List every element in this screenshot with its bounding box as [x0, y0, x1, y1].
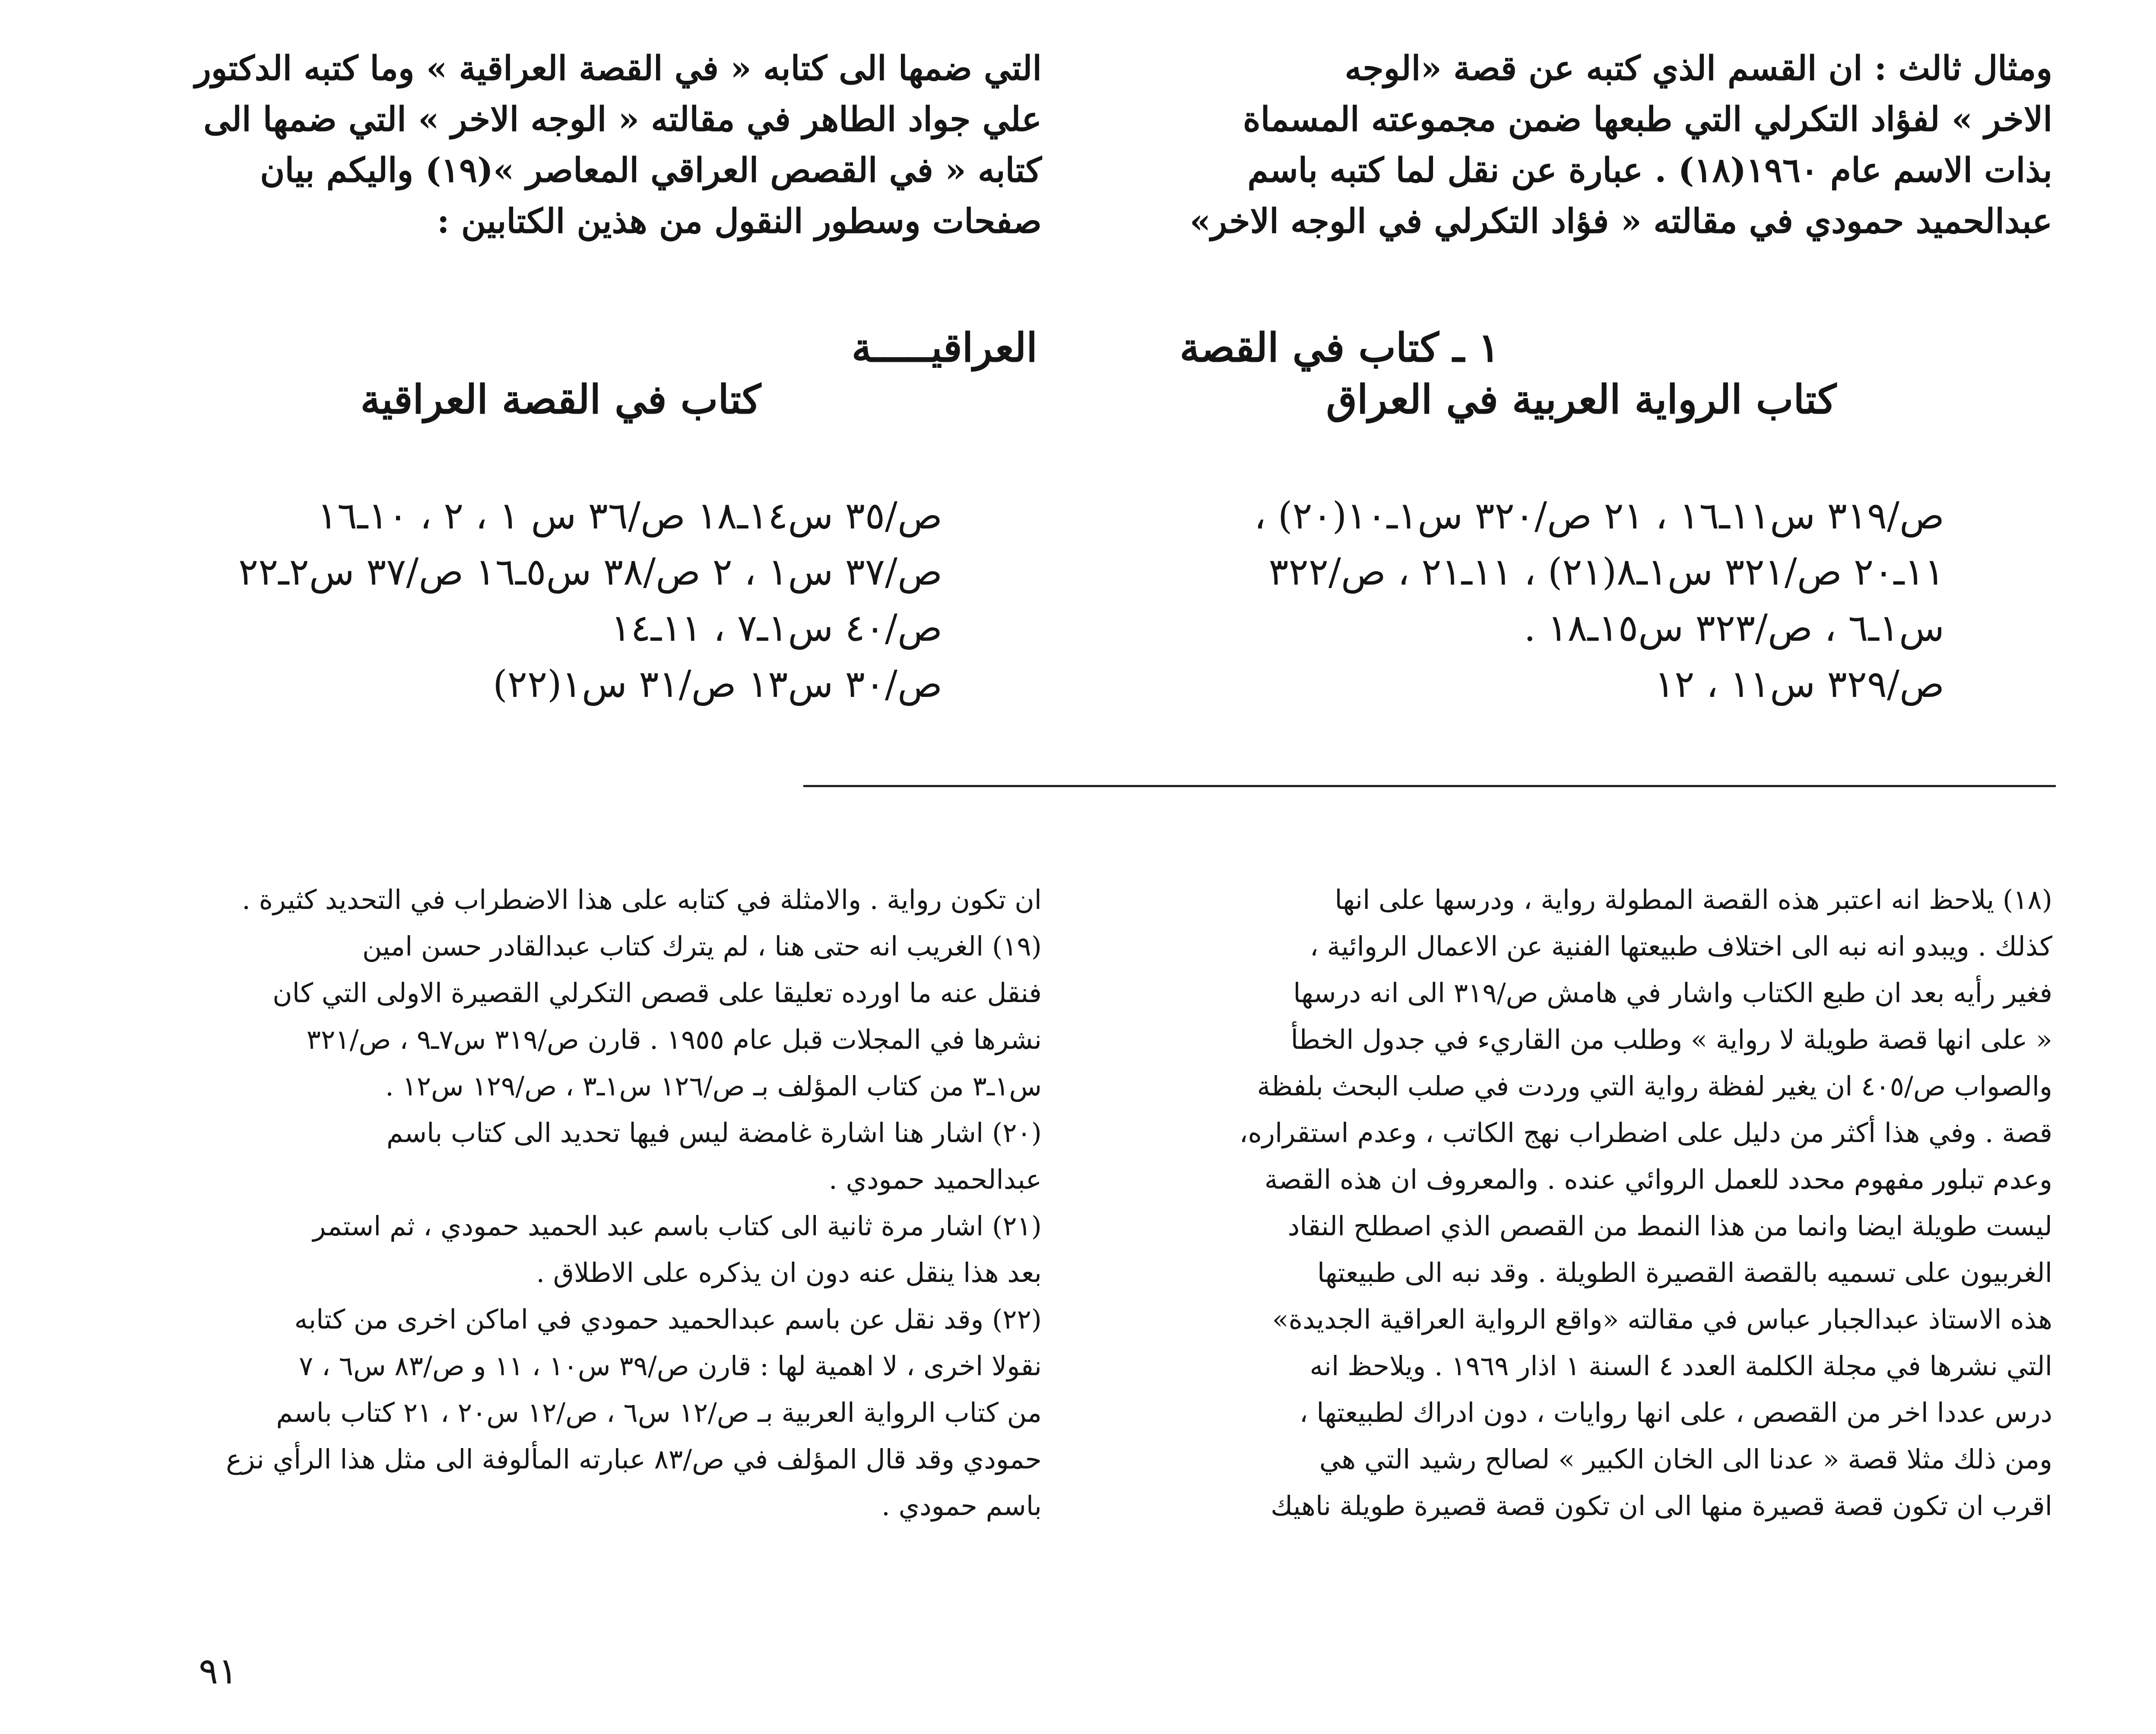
reference-line: ص/٣٥ س١٤ـ١٨ ص/٣٦ س ١ ، ٢ ، ١٠ـ١٦ [317, 494, 942, 538]
footnote-divider [803, 785, 2056, 787]
text-line: عبدالحميد حمودي في مقالته « فؤاد التكرلي في الوجه الاخر» [1189, 202, 2052, 241]
reference-line: س١ـ٦ ، ص/٣٢٣ س١٥ـ١٨ . [1524, 607, 1944, 650]
text-line: ومثال ثالث : ان القسم الذي كتبه عن قصة «الوجه [1344, 49, 2052, 88]
text-line: كتابه « في القصص العراقي المعاصر »(١٩) واليكم بيان [260, 151, 1042, 190]
upper-left-paragraph [113, 43, 1042, 247]
footnote-line: اقرب ان تكون قصة قصيرة منها الى ان تكون قصة قصيرة طويلة ناهيك [1271, 1490, 2052, 1522]
reference-line: ص/٣١٩ س١١ـ١٦ ، ٢١ ص/٣٢٠ س١ـ١٠(٢٠) ، [1254, 494, 1944, 538]
footnote-line: فنقل عنه ما اورده تعليقا على قصص التكرلي القصيرة الاولى التي كان [273, 977, 1042, 1009]
section-heading-continued: العراقيـــــة [851, 324, 1037, 371]
page-references-left [238, 488, 942, 712]
upper-right-paragraph [1059, 43, 2052, 247]
footnote-line: من كتاب الرواية العربية بـ ص/١٢ س٦ ، ص/١٢ س٢٠ ، ٢١ كتاب باسم [276, 1397, 1042, 1428]
footnote-line: « على انها قصة طويلة لا رواية » وطلب من القاريء في جدول الخطأ [1290, 1024, 2052, 1055]
footnote-line: فغير رأيه بعد ان طبع الكتاب واشار في هامش ص/٣١٩ الى انه درسها [1293, 977, 2052, 1009]
footnote-line: هذه الاستاذ عبدالجبار عباس في مقالته «واقع الرواية العراقية الجديدة» [1272, 1304, 2052, 1335]
footnote-line: والصواب ص/٤٠٥ ان يغير لفظة رواية التي وردت في صلب البحث بلفظة [1257, 1070, 2052, 1102]
footnote-line: عبدالحميد حمودي . [829, 1164, 1042, 1195]
page-references-right [1254, 488, 1944, 712]
text-line: علي جواد الطاهر في مقالته « الوجه الاخر » التي ضمها الى [203, 100, 1042, 139]
text-line: صفحات وسطور النقول من هذين الكتابين : [437, 202, 1042, 241]
footnote-line: (٢١) اشار مرة ثانية الى كتاب باسم عبد الحميد حمودي ، ثم استمر [313, 1210, 1042, 1242]
footnotes-left [100, 876, 1042, 1529]
page-number: ٩١ [199, 1650, 238, 1692]
footnote-line: نقولا اخرى ، لا اهمية لها : قارن ص/٣٩ س١٠ ، ١١ و ص/٨٣ س٦ ، ٧ [298, 1350, 1042, 1382]
text-line: بذات الاسم عام ١٩٦٠(١٨) . عبارة عن نقل لما كتبه باسم [1247, 151, 2052, 190]
footnote-line: كذلك . ويبدو انه نبه الى اختلاف طبيعتها الفنية عن الاعمال الروائية ، [1309, 930, 2052, 962]
footnote-line: وعدم تبلور مفهوم محدد للعمل الروائي عنده . والمعروف ان هذه القصة [1264, 1164, 2052, 1195]
footnote-line: حمودي وقد قال المؤلف في ص/٨٣ عبارته المألوفة الى مثل هذا الرأي نزع [226, 1443, 1042, 1475]
book-title-heading: كتاب في القصة العراقية [360, 376, 761, 423]
footnote-line: (١٩) الغريب انه حتى هنا ، لم يترك كتاب عبدالقادر حسن امين [362, 930, 1042, 962]
book-title-heading: كتاب الرواية العربية في العراق [1326, 376, 1836, 423]
footnote-line: ليست طويلة ايضا وانما من هذا النمط من القصص الذي اصطلح النقاد [1287, 1210, 2052, 1242]
footnote-line: الغربيون على تسميه بالقصة القصيرة الطويلة . وقد نبه الى طبيعتها [1317, 1257, 2052, 1288]
footnote-line: التي نشرها في مجلة الكلمة العدد ٤ السنة ١ اذار ١٩٦٩ . ويلاحظ انه [1309, 1350, 2052, 1382]
footnote-line: بعد هذا ينقل عنه دون ان يذكره على الاطلاق . [536, 1257, 1042, 1288]
footnotes-right [1072, 876, 2052, 1529]
footnote-line: س١ـ٣ من كتاب المؤلف بـ ص/١٢٦ س١ـ٣ ، ص/١٢٩ س١٢ . [385, 1070, 1042, 1102]
text-line: التي ضمها الى كتابه « في القصة العراقية » وما كتبه الدكتور [195, 49, 1042, 88]
reference-line: ص/٤٠ س١ـ٧ ، ١١ـ١٤ [611, 607, 942, 650]
footnote-line: (٢٠) اشار هنا اشارة غامضة ليس فيها تحديد الى كتاب باسم [386, 1117, 1042, 1149]
reference-line: ١١ـ٢٠ ص/٣٢١ س١ـ٨(٢١) ، ١١ـ٢١ ، ص/٣٢٢ [1268, 551, 1944, 594]
text-line: الاخر » لفؤاد التكرلي التي طبعها ضمن مجموعته المسماة [1243, 100, 2052, 139]
footnote-line: ان تكون رواية . والامثلة في كتابه على هذا الاضطراب في التحديد كثيرة . [242, 884, 1042, 915]
reference-line: ص/٣٧ س١ ، ٢ ص/٣٨ س٥ـ١٦ ص/٣٧ س٢ـ٢٢ [238, 551, 942, 594]
reference-line: ص/٣٢٩ س١١ ، ١٢ [1654, 663, 1944, 706]
footnote-line: (١٨) يلاحظ انه اعتبر هذه القصة المطولة رواية ، ودرسها على انها [1335, 884, 2052, 915]
footnote-line: ومن ذلك مثلا قصة « عدنا الى الخان الكبير » لصالح رشيد التي هي [1319, 1443, 2052, 1475]
footnote-line: قصة . وفي هذا أكثر من دليل على اضطراب نهج الكاتب ، وعدم استقراره، [1239, 1117, 2052, 1149]
reference-line: ص/٣٠ س١٣ ص/٣١ س١(٢٢) [493, 663, 942, 706]
footnote-line: نشرها في المجلات قبل عام ١٩٥٥ . قارن ص/٣١٩ س٧ـ٩ ، ص/٣٢١ [306, 1024, 1042, 1055]
footnote-line: (٢٢) وقد نقل عن باسم عبدالحميد حمودي في اماكن اخرى من كتابه [294, 1304, 1042, 1335]
footnote-line: باسم حمودي . [881, 1490, 1042, 1522]
section-heading: ١ ـ كتاب في القصة [1179, 324, 1500, 371]
footnote-line: درس عددا اخر من القصص ، على انها روايات ، دون ادراك لطبيعتها ، [1299, 1397, 2052, 1428]
